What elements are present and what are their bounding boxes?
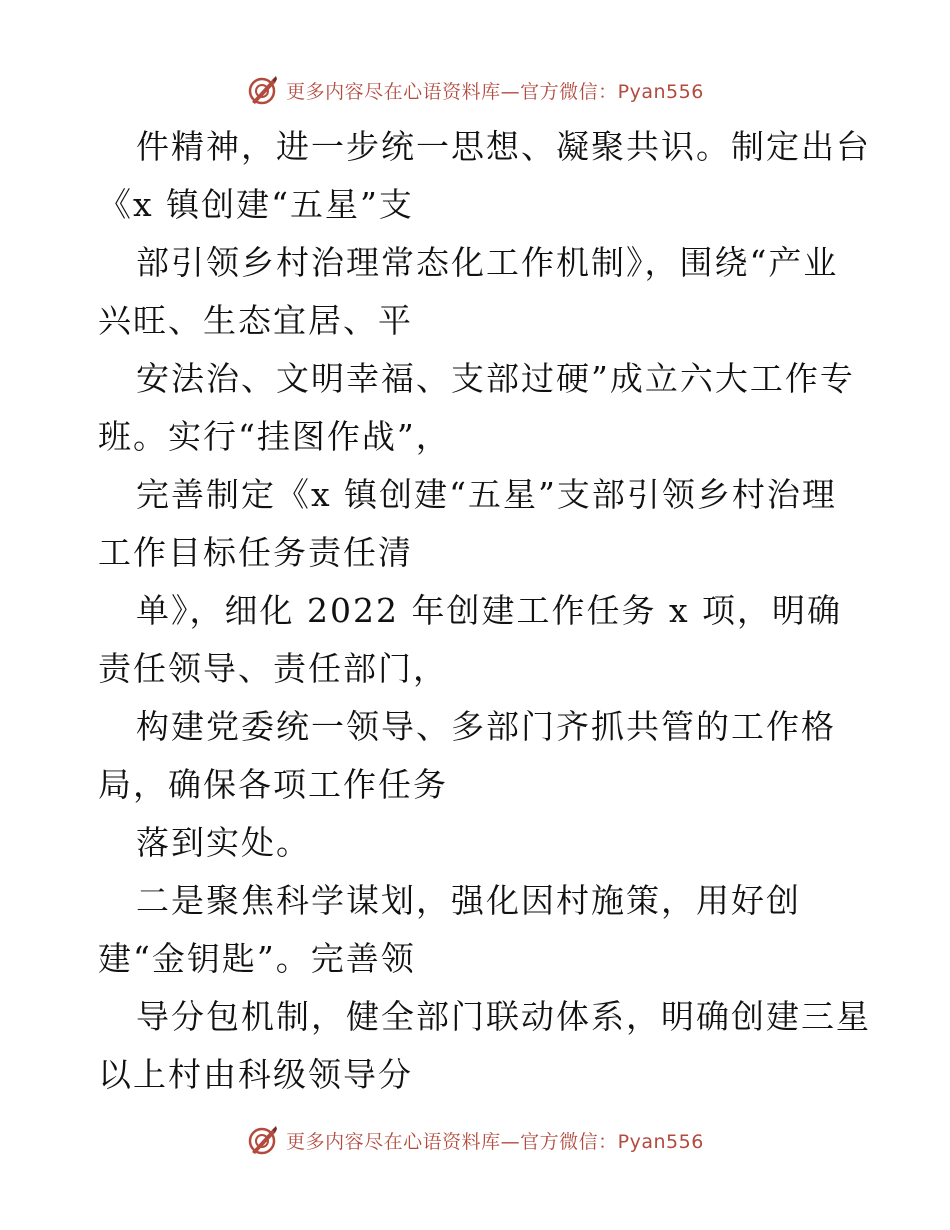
pen-logo-icon: [246, 1124, 278, 1156]
text-line: 兴旺、生态宜居、平: [98, 301, 413, 340]
watermark-text: 更多内容尽在心语资料库—官方微信：Pyan556: [286, 1130, 704, 1153]
pen-logo-icon: [246, 74, 278, 106]
text-line: 件精神，进一步统一思想、凝聚共识。制定出台: [136, 127, 871, 166]
text-line: 建“金钥匙”。完善领: [98, 939, 416, 978]
document-body: [98, 124, 871, 1110]
text-line: 局，确保各项工作任务: [98, 765, 448, 804]
text-line: 班。实行“挂图作战”，: [98, 417, 451, 456]
text-line: 导分包机制，健全部门联动体系，明确创建三星: [136, 997, 871, 1036]
text-line: 完善制定《x 镇创建“五星”支部引领乡村治理: [136, 475, 837, 514]
text-line: 安法治、文明幸福、支部过硬”成立六大工作专: [136, 359, 855, 398]
text-line: 工作目标任务责任清: [98, 533, 413, 572]
text-line: 二是聚焦科学谋划，强化因村施策，用好创: [136, 881, 801, 920]
text-line: 《x 镇创建“五星”支: [98, 185, 414, 224]
footer-watermark: [0, 1120, 950, 1160]
header-watermark: [0, 70, 950, 110]
text-line: 部引领乡村治理常态化工作机制》，围绕“产业: [136, 243, 839, 282]
text-line: 落到实处。: [136, 823, 311, 862]
text-line: 构建党委统一领导、多部门齐抓共管的工作格: [136, 707, 836, 746]
text-line: 责任领导、责任部门，: [98, 649, 448, 688]
text-line: 以上村由科级领导分: [98, 1055, 413, 1094]
text-line: 单》，细化 2022 年创建工作任务 x 项，明确: [136, 591, 843, 630]
watermark-text: 更多内容尽在心语资料库—官方微信：Pyan556: [286, 80, 704, 103]
